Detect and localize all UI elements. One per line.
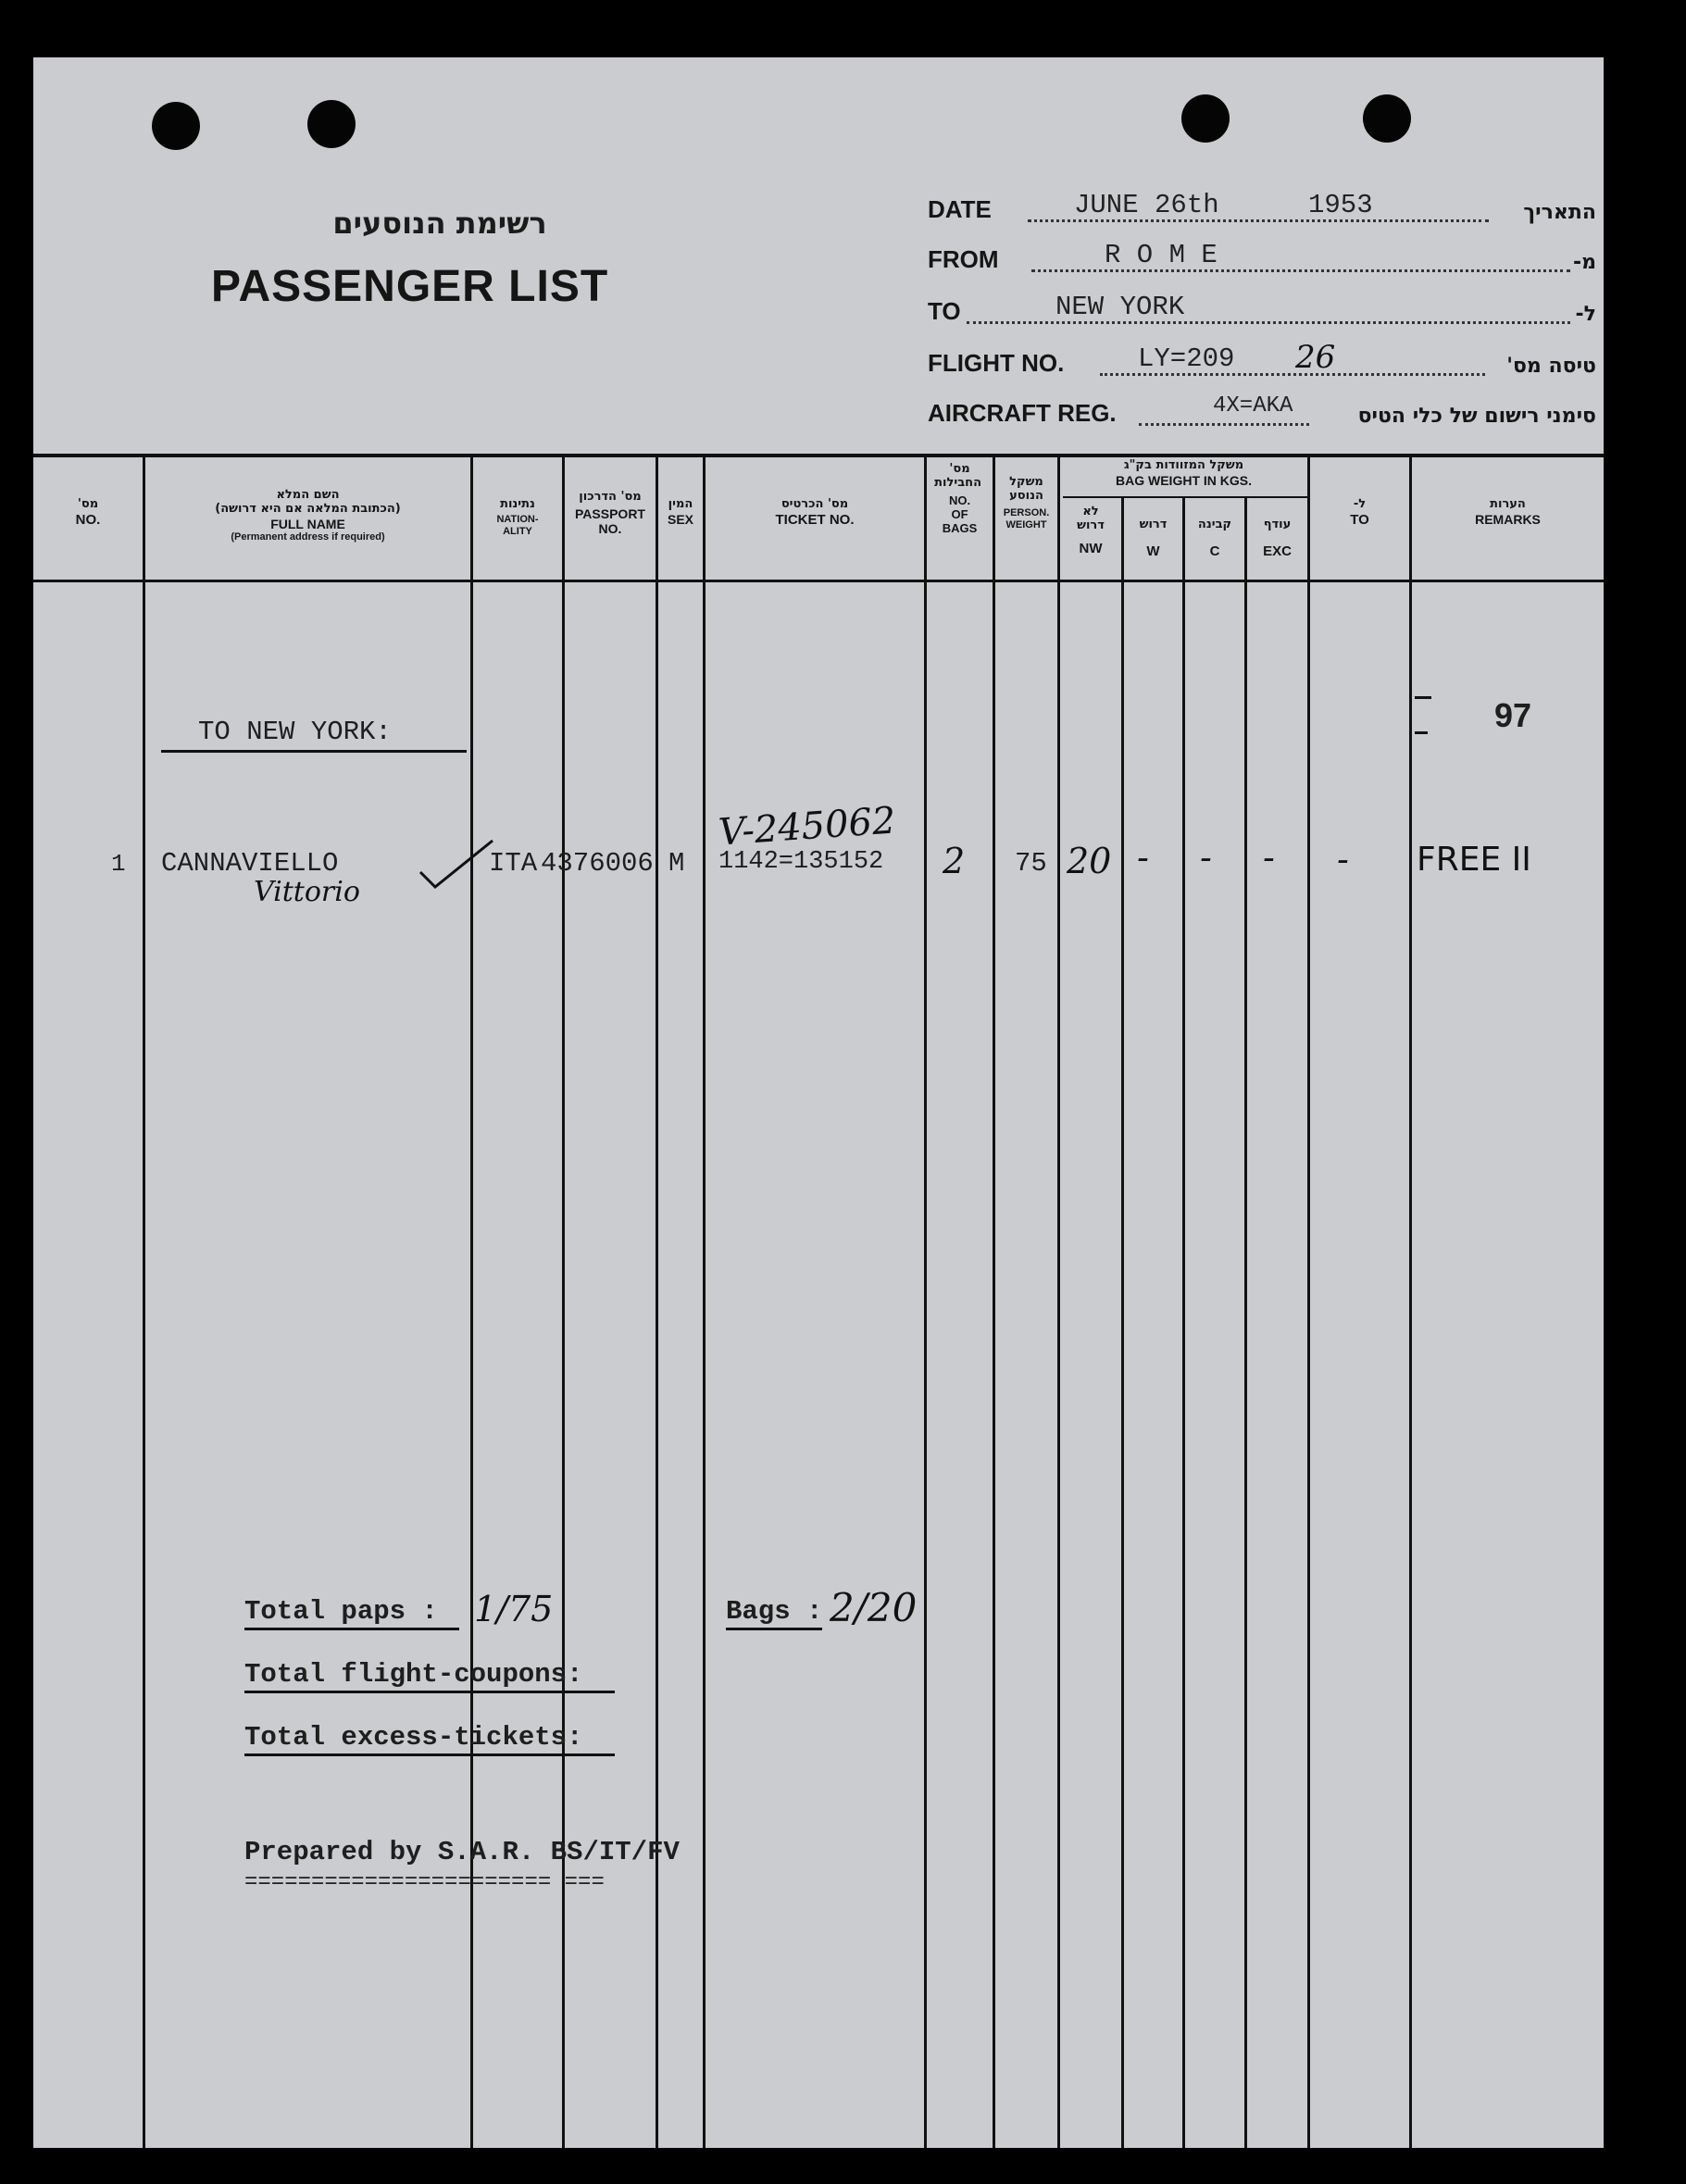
page-title: PASSENGER LIST xyxy=(211,262,609,311)
passenger-ticket: 1142=135152 xyxy=(718,848,884,876)
column-divider xyxy=(656,456,658,2148)
flight-label-hebrew: טיסה מס' xyxy=(1506,355,1596,378)
section-heading: TO NEW YORK: xyxy=(198,717,392,747)
aircraft-label: AIRCRAFT REG. xyxy=(928,399,1117,427)
flight-label: FLIGHT NO. xyxy=(928,349,1065,377)
total-paps-underline xyxy=(244,1628,459,1630)
from-value: R O M E xyxy=(1105,240,1218,270)
column-header-passport: מס' הדרכון PASSPORT NO. xyxy=(575,490,645,537)
from-label: FROM xyxy=(928,245,999,273)
passenger-w: - xyxy=(1137,837,1149,878)
bags-value: 2/20 xyxy=(830,1585,918,1630)
column-header-ticket: מס' הכרטיס TICKET NO. xyxy=(775,497,855,528)
passenger-exc: - xyxy=(1263,837,1275,878)
to-value: NEW YORK xyxy=(1055,292,1185,322)
passenger-weight: 75 xyxy=(1015,848,1047,879)
prepared-by-rule: ======================= === xyxy=(244,1870,605,1895)
column-header-nw: לא דרוש NW xyxy=(1077,505,1105,556)
passenger-first-name: Vittorio xyxy=(254,876,360,908)
passenger-passport: 4376006 xyxy=(541,848,654,879)
column-header-bag-weight: משקל המזוודות בק"ג BAG WEIGHT IN KGS. xyxy=(1116,458,1252,488)
column-divider xyxy=(1121,498,1124,2148)
passenger-remarks: FREE II xyxy=(1417,841,1531,879)
column-header-to: ל- TO xyxy=(1350,497,1369,528)
passenger-c: - xyxy=(1200,837,1212,878)
column-header-w: דרוש W xyxy=(1139,518,1168,559)
aircraft-field xyxy=(928,387,1604,433)
column-header-name: השם המלא (הכתובת המלאה אם היא דרושה) FULL NAME (Permanent address if required) xyxy=(215,488,401,543)
date-field xyxy=(928,183,1604,230)
punch-hole xyxy=(152,102,200,150)
passenger-to: - xyxy=(1337,839,1349,880)
bags-label: Bags : xyxy=(726,1596,823,1627)
column-divider xyxy=(993,456,995,2148)
aircraft-label-hebrew: סימני רישום של כלי הטיס xyxy=(1357,405,1596,428)
table-header-rule xyxy=(33,580,1604,582)
column-divider xyxy=(1409,456,1412,2148)
passenger-sex: M xyxy=(668,848,685,879)
column-header-remarks: הערות REMARKS xyxy=(1475,497,1541,527)
dash-mark xyxy=(1415,731,1428,734)
bags-underline xyxy=(726,1628,822,1630)
passenger-bags: 2 xyxy=(943,841,966,881)
punch-hole xyxy=(1363,94,1411,143)
total-flight-coupons-label: Total flight-coupons: xyxy=(244,1659,583,1690)
table-top-rule xyxy=(33,454,1604,457)
checkmark-icon xyxy=(415,837,498,892)
date-year: 1953 xyxy=(1308,190,1373,220)
passenger-nationality: ITA xyxy=(489,848,538,879)
flight-value: LY=209 xyxy=(1138,343,1235,374)
from-field xyxy=(928,233,1604,280)
from-label-hebrew: מ- xyxy=(1572,251,1596,274)
column-header-sex: המין SEX xyxy=(667,497,693,527)
date-label-hebrew: התאריך xyxy=(1523,201,1596,224)
passenger-no: 1 xyxy=(111,850,126,878)
date-value: JUNE 26th xyxy=(1074,190,1219,220)
total-excess-tickets-underline xyxy=(244,1753,615,1756)
column-header-person-weight: משקל הנוסע PERSON. WEIGHT xyxy=(1003,475,1050,530)
passenger-ticket-handwritten: V-245062 xyxy=(717,799,897,855)
column-header-no: מס' NO. xyxy=(75,497,101,528)
column-divider xyxy=(1182,498,1185,2148)
dash-mark xyxy=(1415,696,1431,699)
aircraft-value: 4X=AKA xyxy=(1213,393,1293,418)
flight-field xyxy=(928,337,1604,383)
section-heading-underline xyxy=(161,750,467,753)
punch-hole xyxy=(307,100,356,148)
column-divider xyxy=(924,456,927,2148)
total-paps-value: 1/75 xyxy=(474,1589,554,1629)
prepared-by: Prepared by S.A.R. BS/IT/FV xyxy=(244,1837,680,1867)
column-divider xyxy=(1307,456,1310,2148)
passenger-nw: 20 xyxy=(1067,841,1112,881)
column-header-c: קבינה C xyxy=(1197,518,1232,559)
column-header-exc: עודף EXC xyxy=(1263,518,1292,559)
column-divider xyxy=(1244,498,1247,2148)
total-paps-label: Total paps : xyxy=(244,1596,438,1627)
to-label: TO xyxy=(928,297,961,325)
column-header-bags: מס' החבילות NO. OF BAGS xyxy=(934,462,981,535)
total-flight-coupons-underline xyxy=(244,1691,615,1693)
punch-hole xyxy=(1181,94,1230,143)
title-hebrew: רשימת הנוסעים xyxy=(332,206,547,241)
to-label-hebrew: ל- xyxy=(1575,303,1596,326)
column-divider xyxy=(703,456,706,2148)
column-divider xyxy=(1057,456,1060,2148)
column-header-nationality: נתינות NATION-ALITY xyxy=(496,497,539,537)
bag-weight-group-rule xyxy=(1063,496,1307,498)
remarks-count: 97 xyxy=(1494,696,1532,734)
date-label: DATE xyxy=(928,195,992,223)
flight-value-handwritten: 26 xyxy=(1295,339,1336,376)
column-divider xyxy=(143,456,145,2148)
total-excess-tickets-label: Total excess-tickets: xyxy=(244,1722,583,1753)
passenger-surname: CANNAVIELLO xyxy=(161,848,339,879)
to-field xyxy=(928,285,1604,331)
